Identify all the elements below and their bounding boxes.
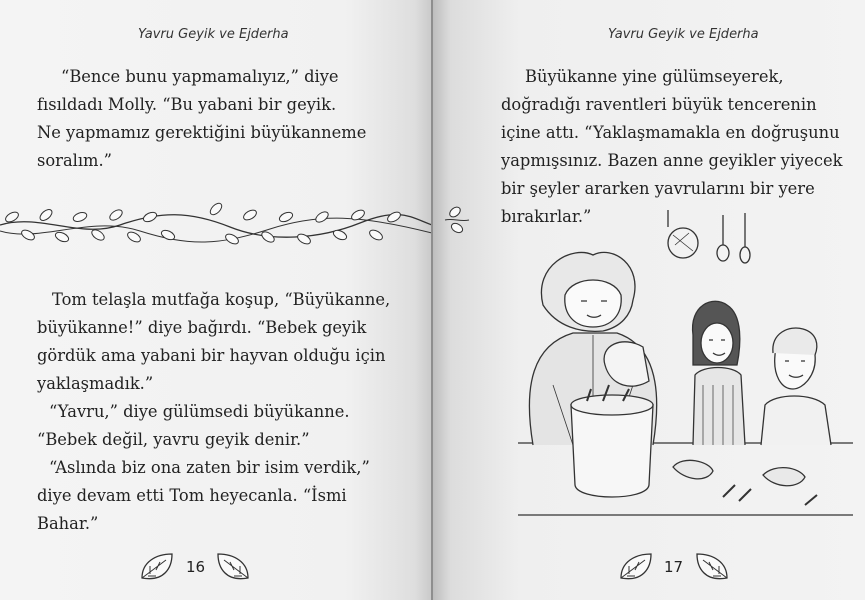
text-line: Tom telaşla mutfağa koşup, “Büyükanne, <box>52 290 391 309</box>
text-line: yapmışsınız. Bazen anne geyikler yiyecek <box>501 151 843 170</box>
kitchen-illustration <box>513 205 858 525</box>
text-line: “Yavru,” diye gülümsedi büyükanne. <box>49 402 350 421</box>
text-line: doğradığı raventleri büyük tencerenin <box>501 95 817 114</box>
text-line: Bahar.” <box>37 514 99 533</box>
paragraph <box>37 286 390 538</box>
text-line: “Bebek değil, yavru geyik denir.” <box>37 430 310 449</box>
page-number: 17 <box>664 558 684 576</box>
vine-divider <box>0 195 432 255</box>
running-title: Yavru Geyik ve Ejderha <box>138 27 289 42</box>
text-line: yaklaşmadık.” <box>37 374 154 393</box>
leaf-ornament-icon <box>138 548 178 588</box>
text-line: diye devam etti Tom heyecanla. “İsmi <box>37 486 347 505</box>
text-line: gördük ama yabani bir hayvan olduğu için <box>37 346 386 365</box>
text-line: bırakırlar.” <box>501 207 592 226</box>
left-page <box>0 0 432 600</box>
paragraph <box>37 63 366 175</box>
text-line: “Bence bunu yapmamalıyız,” diye <box>61 67 339 86</box>
text-line: “Aslında biz ona zaten bir isim verdik,” <box>49 458 370 477</box>
leaf-ornament-icon <box>617 548 657 588</box>
text-line: bir şeyler ararken yavrularını bir yere <box>501 179 815 198</box>
vine-fragment <box>443 200 473 240</box>
text-line: fısıldadı Molly. “Bu yabani bir geyik. <box>37 95 337 114</box>
text-line: soralım.” <box>37 151 112 170</box>
text-line: Ne yapmamız gerektiğini büyükanneme <box>37 123 367 142</box>
running-title: Yavru Geyik ve Ejderha <box>608 27 759 42</box>
text-line: Büyükanne yine gülümseyerek, <box>525 67 784 86</box>
text-line: içine attı. “Yaklaşmamakla en doğruşunu <box>501 123 840 142</box>
page-number: 16 <box>186 558 206 576</box>
text-line: büyükanne!” diye bağırdı. “Bebek geyik <box>37 318 367 337</box>
right-page <box>433 0 865 600</box>
leaf-ornament-icon <box>691 548 731 588</box>
leaf-ornament-icon <box>212 548 252 588</box>
